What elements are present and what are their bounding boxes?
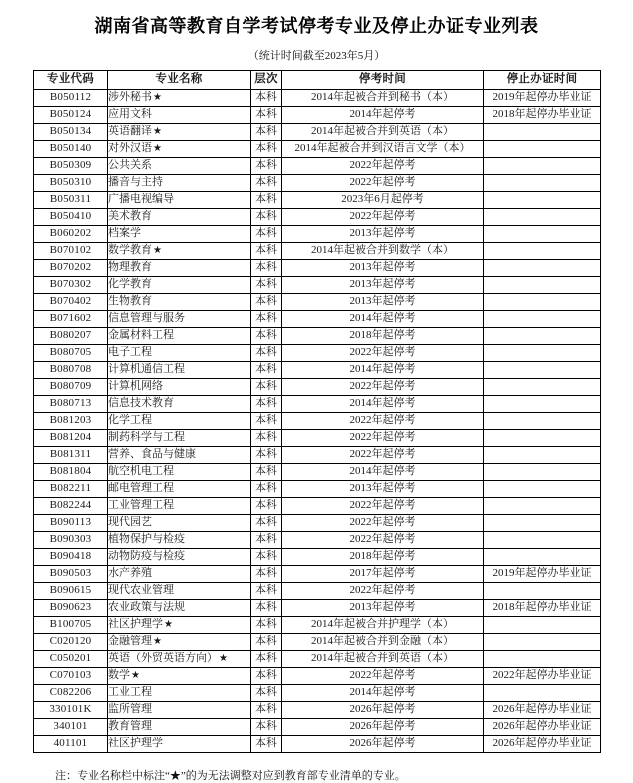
table-row [34, 395, 601, 412]
major-name-text: 动物防疫与检疫 [108, 550, 185, 563]
major-name-text: 播音与主持 [108, 176, 163, 189]
cell-major-name [108, 633, 251, 650]
major-name-text: 监所管理 [108, 703, 152, 716]
cell-major-name [108, 106, 251, 123]
cell-major-code: B082211 [34, 480, 108, 497]
cell-major-name [108, 684, 251, 701]
cell-major-name [108, 650, 251, 667]
table-row [34, 514, 601, 531]
table-row [34, 735, 601, 752]
cell-major-code: B070102 [34, 242, 108, 259]
cell-level: 本科 [251, 276, 282, 293]
cell-major-code: B071602 [34, 310, 108, 327]
major-name-text: 现代农业管理 [108, 584, 174, 597]
cell-major-code: C070103 [34, 667, 108, 684]
cell-major-code: B050311 [34, 191, 108, 208]
cell-level: 本科 [251, 650, 282, 667]
cell-major-code: B050410 [34, 208, 108, 225]
cell-major-name [108, 208, 251, 225]
cell-major-name [108, 463, 251, 480]
cell-major-name [108, 429, 251, 446]
cell-level: 本科 [251, 701, 282, 718]
cell-level: 本科 [251, 225, 282, 242]
cell-stop-exam-time: 2026年起停考 [282, 735, 484, 752]
major-name-text: 水产养殖 [108, 567, 152, 580]
cell-level: 本科 [251, 548, 282, 565]
cell-stop-exam-time: 2022年起停考 [282, 446, 484, 463]
cell-major-code: C050201 [34, 650, 108, 667]
cell-stop-exam-time: 2022年起停考 [282, 514, 484, 531]
cell-major-code: B090615 [34, 582, 108, 599]
majors-table [33, 70, 601, 753]
cell-stop-certificate-time [484, 157, 601, 174]
cell-stop-certificate-time [484, 208, 601, 225]
cell-major-code: B050112 [34, 89, 108, 106]
column-header-code: 专业代码 [34, 70, 108, 89]
cell-stop-exam-time: 2018年起停考 [282, 327, 484, 344]
cell-stop-exam-time: 2014年起被合并到英语（本） [282, 650, 484, 667]
cell-stop-certificate-time [484, 412, 601, 429]
major-name-text: 营养、食品与健康 [108, 448, 196, 461]
cell-major-code: 330101K [34, 701, 108, 718]
cell-major-name [108, 565, 251, 582]
table-row [34, 684, 601, 701]
cell-stop-certificate-time [484, 378, 601, 395]
cell-major-code: B090303 [34, 531, 108, 548]
table-row [34, 242, 601, 259]
cell-major-name [108, 480, 251, 497]
cell-stop-certificate-time: 2018年起停办毕业证 [484, 106, 601, 123]
cell-level: 本科 [251, 293, 282, 310]
cell-level: 本科 [251, 174, 282, 191]
star-icon: ★ [219, 653, 228, 665]
major-name-text: 电子工程 [108, 346, 152, 359]
cell-stop-exam-time: 2022年起停考 [282, 174, 484, 191]
cell-stop-certificate-time [484, 259, 601, 276]
table-row [34, 718, 601, 735]
cell-major-name [108, 259, 251, 276]
cell-level: 本科 [251, 531, 282, 548]
cell-stop-exam-time: 2022年起停考 [282, 378, 484, 395]
table-container [0, 70, 633, 753]
cell-major-name [108, 718, 251, 735]
cell-level: 本科 [251, 191, 282, 208]
major-name-text: 公共关系 [108, 159, 152, 172]
cell-stop-certificate-time [484, 684, 601, 701]
cell-stop-exam-time: 2014年起停考 [282, 395, 484, 412]
cell-stop-exam-time: 2014年起停考 [282, 684, 484, 701]
cell-major-name [108, 446, 251, 463]
cell-level: 本科 [251, 89, 282, 106]
major-name-text: 信息技术教育 [108, 397, 174, 410]
major-name-text: 金融管理 [108, 635, 152, 648]
cell-stop-certificate-time [484, 242, 601, 259]
cell-major-code: B081204 [34, 429, 108, 446]
cell-stop-certificate-time: 2018年起停办毕业证 [484, 599, 601, 616]
cell-level: 本科 [251, 497, 282, 514]
major-name-text: 航空机电工程 [108, 465, 174, 478]
cell-stop-certificate-time [484, 225, 601, 242]
table-row [34, 582, 601, 599]
table-row [34, 123, 601, 140]
table-row [34, 599, 601, 616]
cell-stop-certificate-time [484, 531, 601, 548]
major-name-text: 英语（外贸英语方向） [108, 652, 218, 665]
cell-stop-exam-time: 2014年起被合并到数学（本） [282, 242, 484, 259]
major-name-text: 教育管理 [108, 720, 152, 733]
cell-level: 本科 [251, 582, 282, 599]
cell-level: 本科 [251, 429, 282, 446]
cell-major-name [108, 514, 251, 531]
cell-level: 本科 [251, 106, 282, 123]
cell-stop-exam-time: 2014年起停考 [282, 310, 484, 327]
major-name-text: 计算机网络 [108, 380, 163, 393]
table-row [34, 463, 601, 480]
cell-major-code: B080708 [34, 361, 108, 378]
cell-major-name [108, 225, 251, 242]
cell-major-code: B090113 [34, 514, 108, 531]
cell-stop-certificate-time [484, 327, 601, 344]
cell-major-code: B090623 [34, 599, 108, 616]
cell-stop-exam-time: 2013年起停考 [282, 276, 484, 293]
major-name-text: 应用文科 [108, 108, 152, 121]
major-name-text: 物理教育 [108, 261, 152, 274]
cell-stop-certificate-time [484, 344, 601, 361]
column-header-level: 层次 [251, 70, 282, 89]
cell-level: 本科 [251, 616, 282, 633]
cell-stop-certificate-time: 2022年起停办毕业证 [484, 667, 601, 684]
cell-major-code: C082206 [34, 684, 108, 701]
cell-major-code: B081804 [34, 463, 108, 480]
table-row [34, 650, 601, 667]
star-icon: ★ [153, 143, 162, 155]
cell-stop-exam-time: 2022年起停考 [282, 208, 484, 225]
cell-level: 本科 [251, 718, 282, 735]
table-row [34, 378, 601, 395]
cell-stop-exam-time: 2014年起被合并到英语（本） [282, 123, 484, 140]
cell-major-code: B080713 [34, 395, 108, 412]
cell-stop-certificate-time [484, 463, 601, 480]
table-row [34, 548, 601, 565]
major-name-text: 信息管理与服务 [108, 312, 185, 325]
cell-stop-exam-time: 2014年起停考 [282, 361, 484, 378]
cell-stop-certificate-time [484, 497, 601, 514]
cell-stop-certificate-time: 2026年起停办毕业证 [484, 735, 601, 752]
cell-major-code: B070202 [34, 259, 108, 276]
star-icon: ★ [153, 92, 162, 104]
cell-stop-exam-time: 2013年起停考 [282, 225, 484, 242]
table-row [34, 633, 601, 650]
cell-major-name [108, 276, 251, 293]
cell-major-name [108, 599, 251, 616]
cell-major-name [108, 667, 251, 684]
cell-stop-exam-time: 2014年起被合并到秘书（本） [282, 89, 484, 106]
table-row [34, 174, 601, 191]
major-name-text: 涉外秘书 [108, 91, 152, 104]
table-row [34, 327, 601, 344]
cell-stop-exam-time: 2014年起被合并到汉语言文学（本） [282, 140, 484, 157]
table-row [34, 106, 601, 123]
cell-level: 本科 [251, 633, 282, 650]
cell-level: 本科 [251, 463, 282, 480]
table-row [34, 276, 601, 293]
major-name-text: 工业管理工程 [108, 499, 174, 512]
major-name-text: 计算机通信工程 [108, 363, 185, 376]
table-row [34, 208, 601, 225]
major-name-text: 英语翻译 [108, 125, 152, 138]
cell-major-name [108, 616, 251, 633]
major-name-text: 邮电管理工程 [108, 482, 174, 495]
cell-major-name [108, 701, 251, 718]
cell-stop-exam-time: 2014年起被合并护理学（本） [282, 616, 484, 633]
cell-major-name [108, 327, 251, 344]
cell-stop-exam-time: 2022年起停考 [282, 429, 484, 446]
major-name-text: 社区护理学 [108, 737, 163, 750]
major-name-text: 制药科学与工程 [108, 431, 185, 444]
cell-level: 本科 [251, 157, 282, 174]
cell-stop-certificate-time [484, 395, 601, 412]
cell-stop-certificate-time [484, 616, 601, 633]
cell-level: 本科 [251, 327, 282, 344]
cell-stop-exam-time: 2013年起停考 [282, 293, 484, 310]
table-row [34, 531, 601, 548]
star-icon: ★ [153, 636, 162, 648]
cell-major-code: B090503 [34, 565, 108, 582]
cell-level: 本科 [251, 259, 282, 276]
cell-stop-certificate-time: 2026年起停办毕业证 [484, 701, 601, 718]
cell-level: 本科 [251, 480, 282, 497]
cell-major-code: B081203 [34, 412, 108, 429]
cell-major-code: B070402 [34, 293, 108, 310]
cell-stop-certificate-time: 2019年起停办毕业证 [484, 565, 601, 582]
cell-stop-certificate-time [484, 293, 601, 310]
cell-level: 本科 [251, 395, 282, 412]
cell-major-code: 401101 [34, 735, 108, 752]
cell-stop-certificate-time [484, 361, 601, 378]
cell-major-code: 340101 [34, 718, 108, 735]
major-name-text: 农业政策与法规 [108, 601, 185, 614]
major-name-text: 社区护理学 [108, 618, 163, 631]
major-name-text: 档案学 [108, 227, 141, 240]
cell-level: 本科 [251, 123, 282, 140]
cell-stop-certificate-time [484, 140, 601, 157]
cell-level: 本科 [251, 344, 282, 361]
cell-stop-certificate-time [484, 548, 601, 565]
cell-stop-exam-time: 2013年起停考 [282, 480, 484, 497]
cell-major-name [108, 157, 251, 174]
cell-major-name [108, 140, 251, 157]
cell-stop-certificate-time [484, 276, 601, 293]
cell-major-code: B050310 [34, 174, 108, 191]
major-name-text: 美术教育 [108, 210, 152, 223]
cell-level: 本科 [251, 599, 282, 616]
cell-stop-certificate-time [484, 174, 601, 191]
cell-major-name [108, 89, 251, 106]
table-row [34, 259, 601, 276]
cell-stop-certificate-time [484, 514, 601, 531]
table-row [34, 344, 601, 361]
cell-major-name [108, 548, 251, 565]
cell-major-code: B050124 [34, 106, 108, 123]
cell-major-code: B060202 [34, 225, 108, 242]
cell-stop-exam-time: 2026年起停考 [282, 701, 484, 718]
major-name-text: 工业工程 [108, 686, 152, 699]
page-subtitle: （统计时间截至2023年5月） [247, 49, 386, 62]
cell-major-name [108, 242, 251, 259]
column-header-stop: 停考时间 [282, 70, 484, 89]
cell-stop-exam-time: 2022年起停考 [282, 497, 484, 514]
cell-stop-certificate-time [484, 633, 601, 650]
cell-stop-certificate-time: 2019年起停办毕业证 [484, 89, 601, 106]
star-icon: ★ [164, 619, 173, 631]
cell-level: 本科 [251, 208, 282, 225]
cell-major-name [108, 395, 251, 412]
cell-stop-exam-time: 2022年起停考 [282, 412, 484, 429]
star-icon: ★ [153, 126, 162, 138]
cell-stop-exam-time: 2022年起停考 [282, 344, 484, 361]
cell-major-name [108, 174, 251, 191]
major-name-text: 化学工程 [108, 414, 152, 427]
cell-stop-certificate-time: 2026年起停办毕业证 [484, 718, 601, 735]
cell-stop-certificate-time [484, 446, 601, 463]
major-name-text: 生物教育 [108, 295, 152, 308]
cell-stop-certificate-time [484, 480, 601, 497]
cell-stop-exam-time: 2014年起被合并到金融（本） [282, 633, 484, 650]
table-row [34, 310, 601, 327]
table-row [34, 565, 601, 582]
cell-level: 本科 [251, 412, 282, 429]
cell-stop-certificate-time [484, 429, 601, 446]
cell-level: 本科 [251, 242, 282, 259]
table-body [34, 89, 601, 752]
cell-major-name [108, 735, 251, 752]
cell-major-name [108, 412, 251, 429]
cell-major-code: B081311 [34, 446, 108, 463]
cell-stop-certificate-time [484, 650, 601, 667]
cell-major-name [108, 293, 251, 310]
cell-major-name [108, 378, 251, 395]
cell-major-name [108, 531, 251, 548]
table-row [34, 497, 601, 514]
cell-stop-exam-time: 2023年6月起停考 [282, 191, 484, 208]
cell-major-code: C020120 [34, 633, 108, 650]
cell-level: 本科 [251, 310, 282, 327]
column-header-cert: 停止办证时间 [484, 70, 601, 89]
table-row [34, 293, 601, 310]
cell-level: 本科 [251, 446, 282, 463]
major-name-text: 植物保护与检疫 [108, 533, 185, 546]
cell-major-code: B070302 [34, 276, 108, 293]
cell-stop-certificate-time [484, 310, 601, 327]
table-row [34, 361, 601, 378]
footnote-text: 注：专业名称栏中标注“★”的为无法调整对应到教育部专业清单的专业。 [55, 769, 406, 782]
table-row [34, 446, 601, 463]
major-name-text: 现代园艺 [108, 516, 152, 529]
cell-stop-certificate-time [484, 191, 601, 208]
cell-stop-exam-time: 2017年起停考 [282, 565, 484, 582]
table-row [34, 140, 601, 157]
major-name-text: 广播电视编导 [108, 193, 174, 206]
cell-stop-exam-time: 2022年起停考 [282, 582, 484, 599]
cell-major-code: B080207 [34, 327, 108, 344]
table-row [34, 701, 601, 718]
cell-stop-exam-time: 2018年起停考 [282, 548, 484, 565]
major-name-text: 数学教育 [108, 244, 152, 257]
table-row [34, 412, 601, 429]
cell-stop-exam-time: 2022年起停考 [282, 667, 484, 684]
table-row [34, 157, 601, 174]
table-row [34, 480, 601, 497]
table-header-row [34, 70, 601, 89]
page-title: 湖南省高等教育自学考试停考专业及停止办证专业列表 [94, 16, 539, 36]
cell-level: 本科 [251, 140, 282, 157]
column-header-name: 专业名称 [108, 70, 251, 89]
cell-major-code: B050140 [34, 140, 108, 157]
cell-major-code: B050309 [34, 157, 108, 174]
cell-level: 本科 [251, 361, 282, 378]
major-name-text: 数学 [108, 669, 130, 682]
cell-major-name [108, 310, 251, 327]
star-icon: ★ [153, 245, 162, 257]
cell-major-code: B080705 [34, 344, 108, 361]
cell-level: 本科 [251, 667, 282, 684]
cell-level: 本科 [251, 514, 282, 531]
table-row [34, 225, 601, 242]
table-row [34, 429, 601, 446]
cell-major-name [108, 497, 251, 514]
table-row [34, 89, 601, 106]
cell-major-code: B050134 [34, 123, 108, 140]
cell-stop-exam-time: 2014年起停考 [282, 106, 484, 123]
table-row [34, 191, 601, 208]
cell-major-code: B100705 [34, 616, 108, 633]
cell-major-name [108, 361, 251, 378]
cell-level: 本科 [251, 378, 282, 395]
table-row [34, 616, 601, 633]
cell-level: 本科 [251, 684, 282, 701]
cell-major-name [108, 344, 251, 361]
cell-stop-exam-time: 2026年起停考 [282, 718, 484, 735]
cell-stop-exam-time: 2014年起停考 [282, 463, 484, 480]
footnote [0, 767, 633, 783]
table-header [34, 70, 601, 89]
table-row [34, 667, 601, 684]
cell-major-code: B080709 [34, 378, 108, 395]
cell-stop-exam-time: 2022年起停考 [282, 157, 484, 174]
cell-level: 本科 [251, 735, 282, 752]
major-name-text: 对外汉语 [108, 142, 152, 155]
star-icon: ★ [131, 670, 140, 682]
cell-stop-exam-time: 2013年起停考 [282, 599, 484, 616]
cell-level: 本科 [251, 565, 282, 582]
cell-stop-certificate-time [484, 582, 601, 599]
cell-major-name [108, 191, 251, 208]
cell-stop-exam-time: 2013年起停考 [282, 259, 484, 276]
major-name-text: 化学教育 [108, 278, 152, 291]
cell-major-name [108, 582, 251, 599]
cell-major-name [108, 123, 251, 140]
major-name-text: 金属材料工程 [108, 329, 174, 342]
cell-stop-certificate-time [484, 123, 601, 140]
cell-major-code: B090418 [34, 548, 108, 565]
cell-stop-exam-time: 2022年起停考 [282, 531, 484, 548]
cell-major-code: B082244 [34, 497, 108, 514]
